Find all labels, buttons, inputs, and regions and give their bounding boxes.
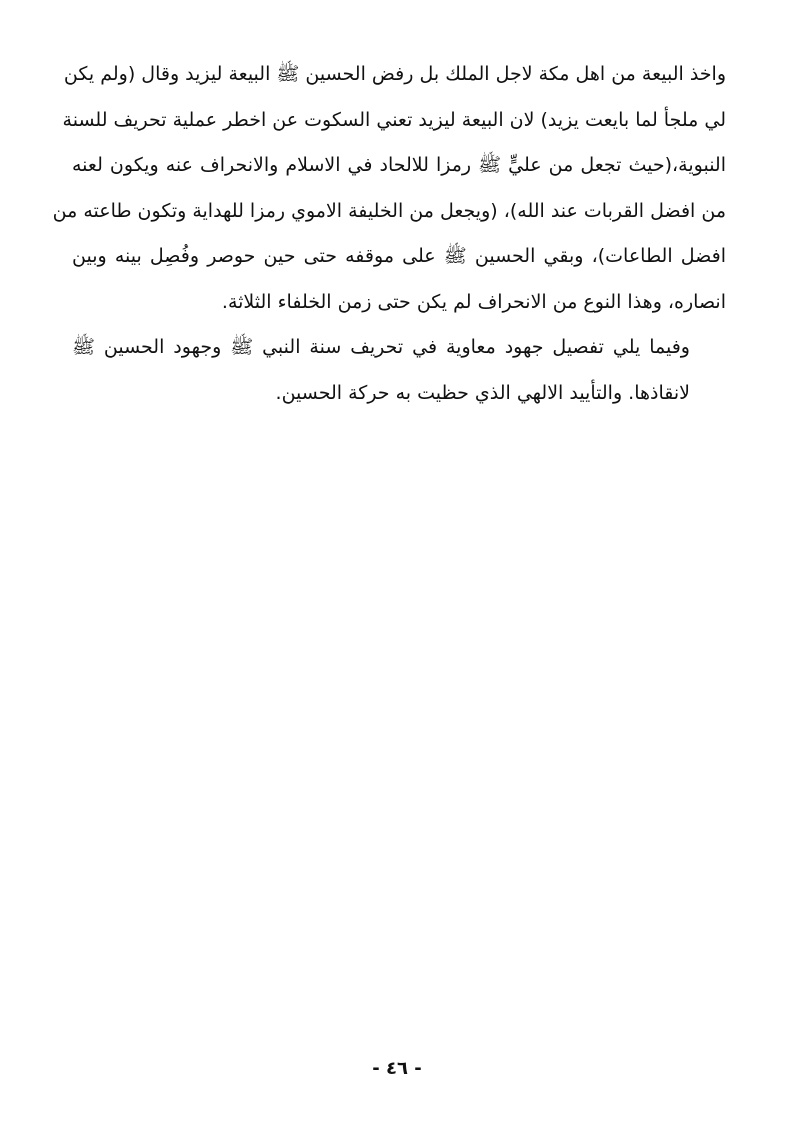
body-text [52, 52, 726, 416]
text-line: وفيما يلي تفصيل جهود معاوية في تحريف سنة النبي ﷺ وجهود الحسين ﷺ [72, 336, 690, 358]
text-line: افضل الطاعات)، وبقي الحسين ﷺ على موقفه حتى حين حوصر وفُصِل بينه وبين [72, 245, 726, 267]
text-line: لانقاذها. والتأييد الالهي الذي حظيت به حركة الحسين. [275, 381, 690, 404]
text-line: لي ملجأ لما بايعت يزيد) لان البيعة ليزيد تعني السكوت عن اخطر عملية تحريف للسنة [62, 108, 726, 131]
paragraph-1 [52, 52, 726, 325]
text-line: من افضل القربات عند الله)، (ويجعل من الخليفة الاموي رمزا للهداية وتكون طاعته من [52, 199, 726, 222]
paragraph-2 [72, 325, 726, 416]
text-line: انصاره، وهذا النوع من الانحراف لم يكن حتى زمن الخلفاء الثلاثة. [221, 290, 726, 313]
page-number: - ٤٦ - [372, 1058, 422, 1079]
text-line: النبوية،(حيث تجعل من عليٍّ ﷺ رمزا للالحاد في الاسلام والانحراف عنه ويكون لعنه [72, 154, 726, 176]
text-line: واخذ البيعة من اهل مكة لاجل الملك بل رفض الحسين ﷺ البيعة ليزيد وقال (ولم يكن [63, 63, 726, 85]
